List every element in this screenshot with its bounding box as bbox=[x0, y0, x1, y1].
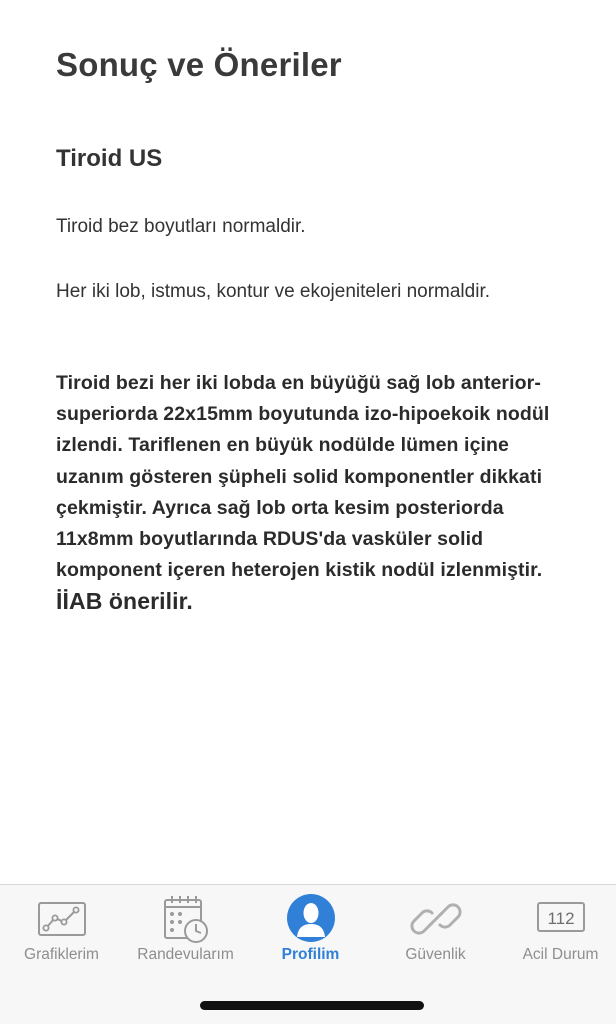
tab-profilim[interactable] bbox=[249, 885, 372, 985]
tab-randevularim[interactable] bbox=[124, 885, 247, 985]
conclusion-paragraph bbox=[56, 368, 566, 620]
tab-label: Grafiklerim bbox=[24, 946, 99, 963]
home-indicator[interactable] bbox=[200, 1001, 424, 1010]
report-paragraph: Her iki lob, istmus, kontur ve ekojeniteleri normaldir. bbox=[56, 281, 491, 302]
recommendation-text: İİAB önerilir. bbox=[56, 588, 193, 615]
chart-icon bbox=[36, 893, 88, 945]
tab-grafiklerim[interactable] bbox=[0, 885, 123, 985]
emergency-112-icon bbox=[535, 893, 587, 945]
report-paragraph: Tiroid bez boyutları normaldir. bbox=[56, 216, 306, 237]
tab-label: Acil Durum bbox=[522, 946, 599, 963]
profile-icon bbox=[285, 893, 337, 945]
tab-label: Güvenlik bbox=[405, 946, 466, 963]
page-title: Sonuç ve Öneriler bbox=[56, 46, 342, 83]
tab-acil-durum[interactable] bbox=[499, 885, 616, 985]
calendar-clock-icon bbox=[160, 893, 212, 945]
conclusion-text: Tiroid bezi her iki lobda en büyüğü sağ lob anterior-superiorda 22x15mm boyutunda izo-hipoekoik nodül izlendi. Tariflenen en büyük nodülde lümen içine uzanım gösteren şüpheli solid komponentler dikkati çekmiştir. Ayrıca sağ lob orta kesim posteriorda 11x8mm boyutlarında RDUS'da vasküler solid komponent içeren heterojen kistik nodül izlenmiştir. bbox=[56, 372, 550, 582]
tab-label: Profilim bbox=[281, 946, 340, 963]
tab-label: Randevularım bbox=[137, 946, 234, 963]
emergency-number: 112 bbox=[546, 909, 575, 928]
section-title: Tiroid US bbox=[56, 145, 163, 172]
link-icon bbox=[410, 893, 462, 945]
tab-guvenlik[interactable] bbox=[374, 885, 497, 985]
